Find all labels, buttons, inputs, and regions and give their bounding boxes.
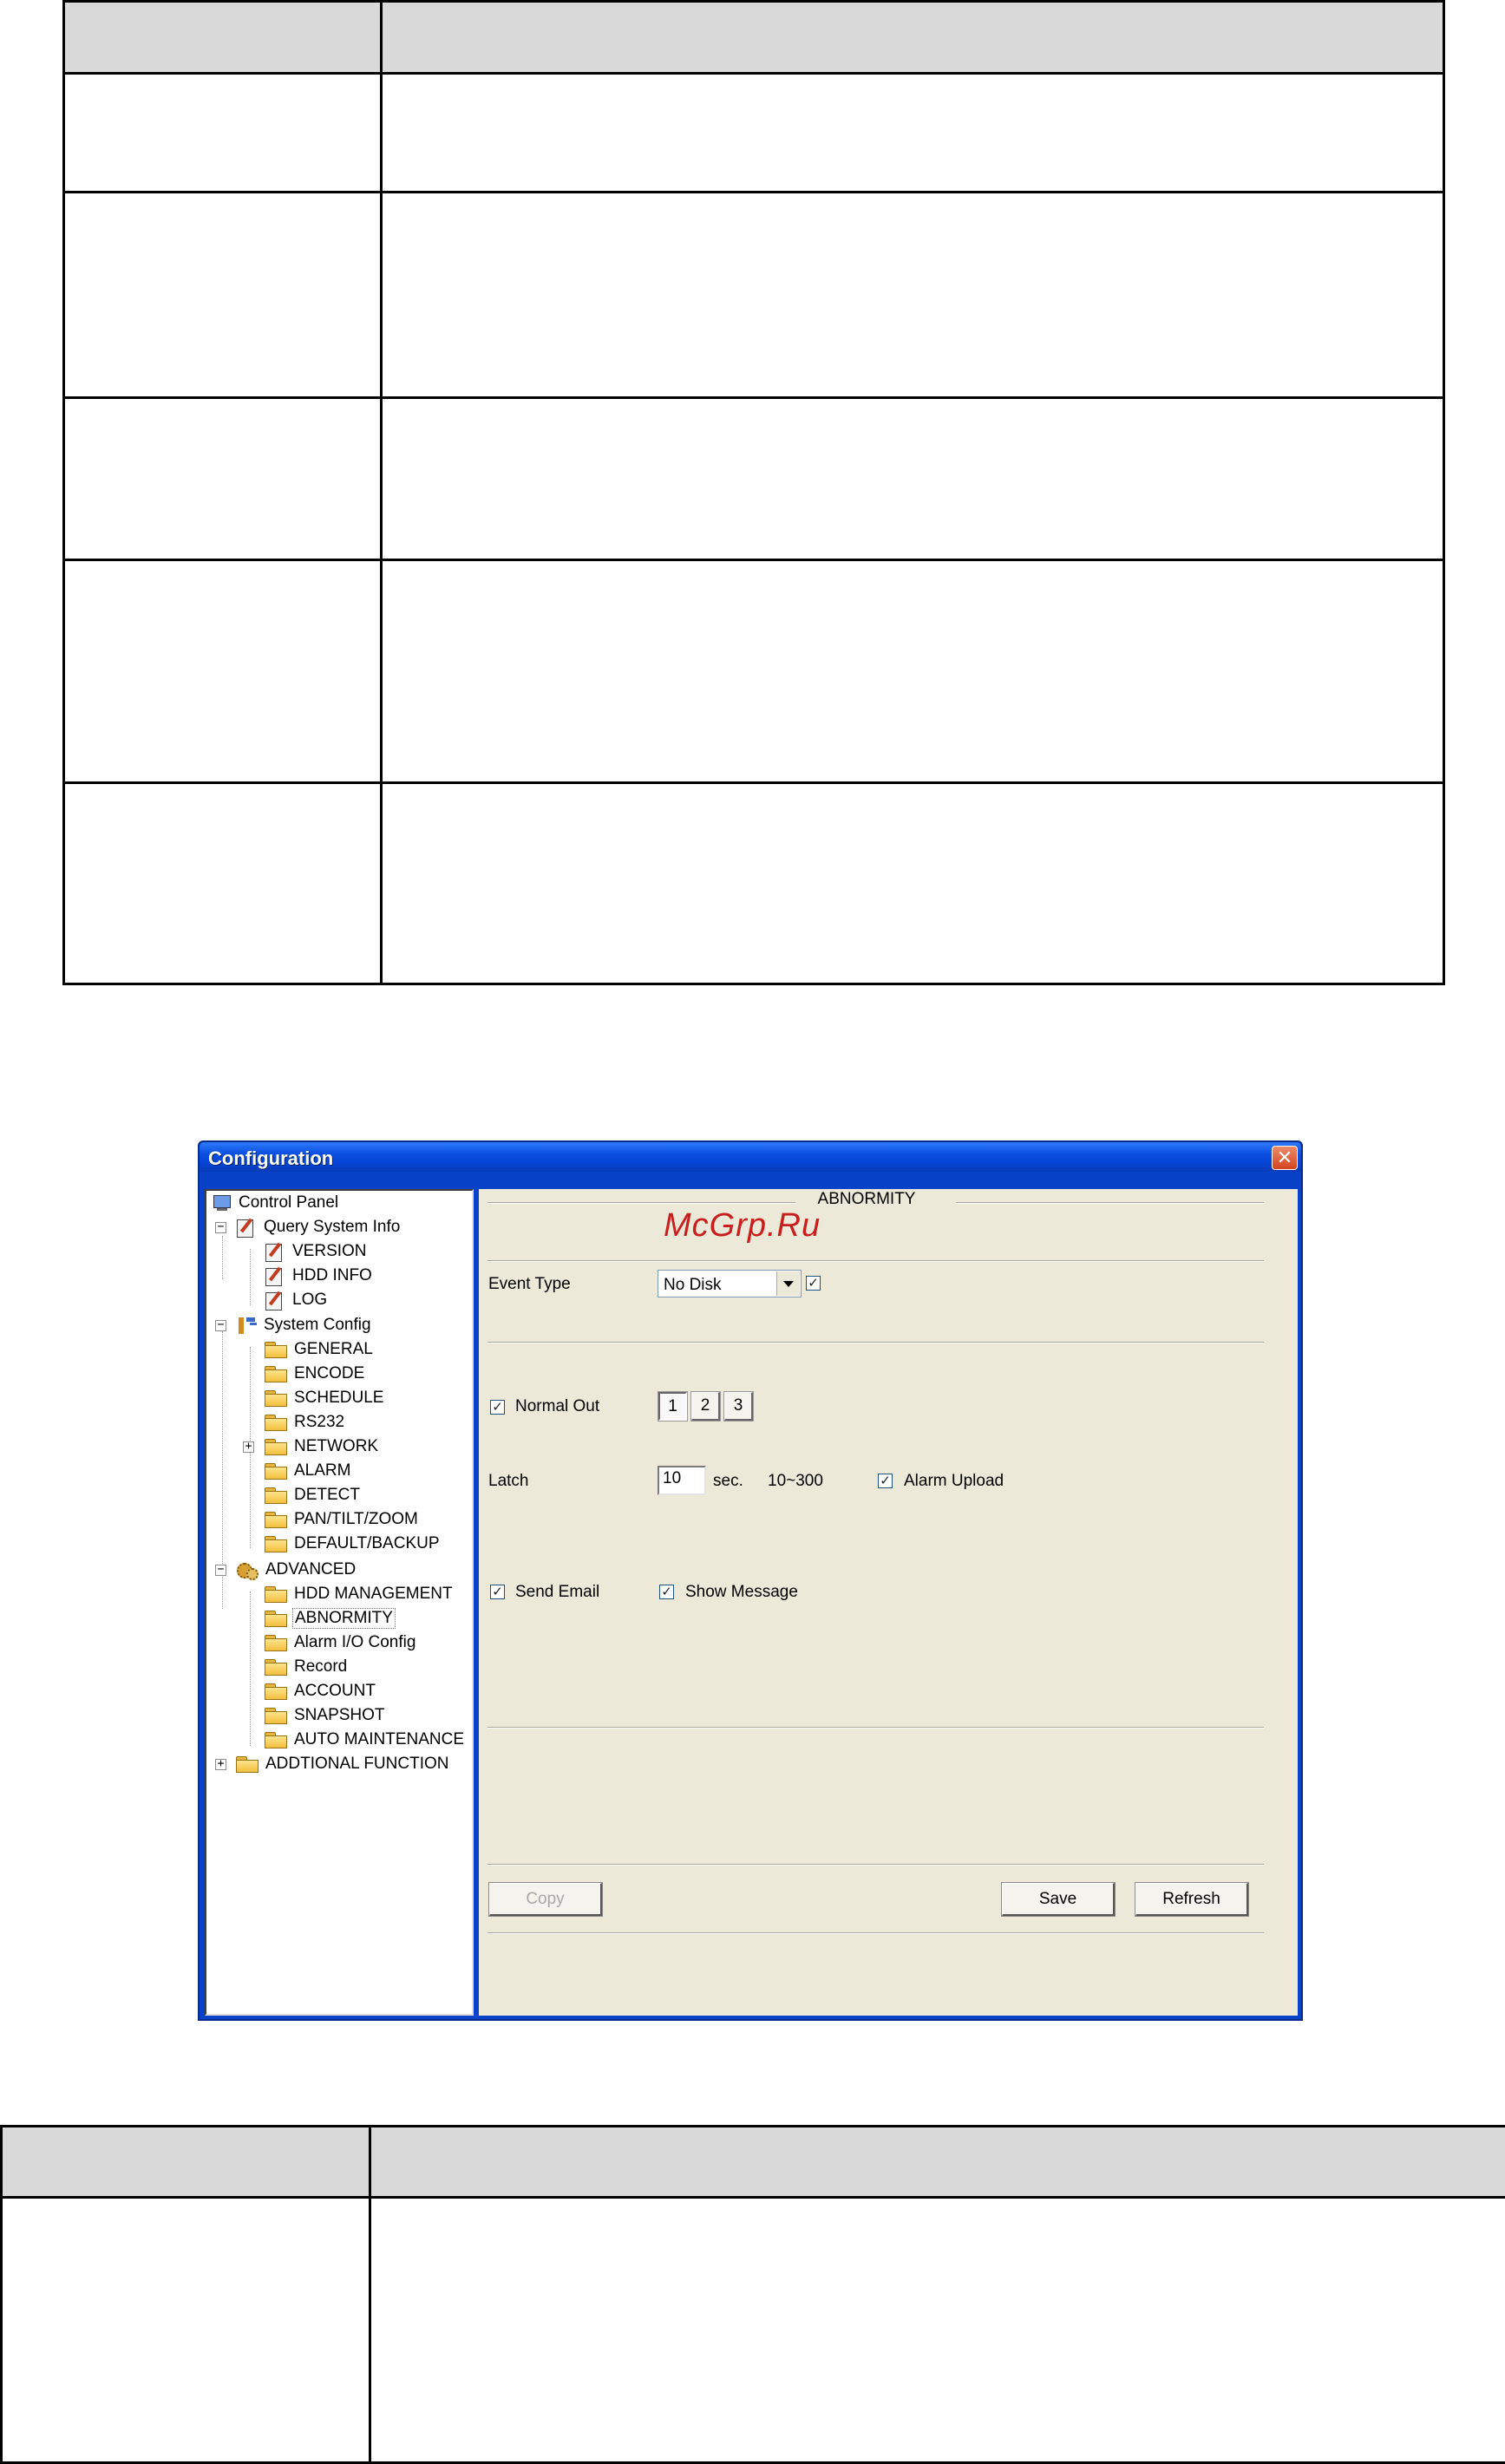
document-edit-icon [265,1291,285,1310]
table-cell [370,2127,1505,2198]
table-cell [370,2198,1505,2463]
tree-item-schedule[interactable]: SCHEDULE [265,1387,385,1409]
folder-icon [265,1512,287,1527]
separator [487,1932,1264,1934]
monitor-icon [213,1194,232,1212]
latch-unit: sec. [713,1472,743,1490]
folder-icon [265,1659,287,1675]
folder-icon [265,1439,287,1454]
tree-item-abnormity[interactable]: ABNORMITY [265,1607,396,1630]
tree-item-control-panel[interactable]: Control Panel [213,1192,340,1214]
send-email-checkbox[interactable]: ✓ [490,1585,505,1599]
separator [487,1260,1264,1262]
send-email-label: Send Email [515,1583,600,1601]
event-type-select[interactable]: No Disk [658,1270,802,1297]
tree-item-query-system-info[interactable]: Query System Info [236,1216,402,1239]
table-row [64,783,1444,984]
document-edit-icon [265,1266,285,1285]
tools-icon [236,1316,257,1335]
folder-icon [265,1708,287,1723]
table-cell [64,398,382,560]
collapse-toggle-system[interactable]: − [215,1320,226,1331]
close-icon: ✕ [1276,1147,1293,1168]
tree-item-pan-tilt-zoom[interactable]: PAN/TILT/ZOOM [265,1508,420,1531]
tree-item-advanced[interactable]: ADVANCED [236,1559,357,1581]
folder-icon [265,1487,287,1503]
document-table-bottom [0,2125,1505,2464]
table-cell [64,560,382,783]
table-cell [2,2127,370,2198]
separator [956,1202,1264,1204]
folder-icon [265,1342,287,1357]
folder-icon [265,1463,287,1479]
save-button[interactable]: Save [1002,1883,1115,1916]
expand-toggle-additional[interactable]: + [215,1759,226,1770]
close-button[interactable] [1272,1146,1298,1170]
document-edit-icon [236,1218,257,1237]
folder-icon [236,1756,258,1772]
output-1-button[interactable]: 1 [658,1392,687,1421]
output-3-button[interactable]: 3 [724,1392,753,1421]
table-row [64,398,1444,560]
section-title: ABNORMITY [798,1190,935,1209]
separator [487,1864,1264,1866]
table-cell [382,74,1444,193]
tree-line [222,1236,223,1279]
tree-item-hdd-info[interactable]: HDD INFO [265,1265,374,1287]
tree-item-snapshot[interactable]: SNAPSHOT [265,1704,387,1727]
tree-item-hdd-management[interactable]: HDD MANAGEMENT [265,1583,455,1605]
table-cell [382,783,1444,984]
normal-out-label: Normal Out [515,1397,600,1415]
table-cell [64,193,382,398]
latch-range: 10~300 [768,1472,823,1490]
tree-item-additional-function[interactable]: ADDTIONAL FUNCTION [236,1753,450,1775]
alarm-upload-checkbox[interactable]: ✓ [878,1474,893,1488]
folder-icon [265,1635,287,1650]
table-row [64,74,1444,193]
tree-item-system-config[interactable]: System Config [236,1314,373,1337]
separator [487,1727,1264,1729]
tree-item-version[interactable]: VERSION [265,1240,369,1263]
tree-item-general[interactable]: GENERAL [265,1338,375,1361]
tree-item-log[interactable]: LOG [265,1289,329,1311]
tree-item-auto-maintenance[interactable]: AUTO MAINTENANCE [265,1729,466,1751]
tree-item-alarm-io-config[interactable]: Alarm I/O Config [265,1631,417,1654]
folder-icon [265,1390,287,1406]
refresh-button[interactable]: Refresh [1135,1883,1248,1916]
document-table-top [62,0,1445,985]
separator [487,1342,1264,1343]
table-cell [382,398,1444,560]
folder-icon [265,1415,287,1430]
copy-button[interactable]: Copy [489,1883,602,1916]
table-row [2,2198,1505,2463]
folder-icon [265,1366,287,1382]
chevron-down-icon[interactable] [776,1271,800,1296]
latch-label: Latch [488,1472,529,1490]
table-header-row [64,2,1444,74]
normal-out-checkbox[interactable]: ✓ [490,1400,505,1415]
table-cell [64,74,382,193]
watermark-text: McGrp.Ru [664,1207,821,1244]
table-cell [382,560,1444,783]
folder-icon [265,1536,287,1552]
tree-line [250,1591,251,1746]
tree-item-detect[interactable]: DETECT [265,1484,362,1507]
tree-item-rs232[interactable]: RS232 [265,1411,346,1434]
table-cell [382,193,1444,398]
collapse-toggle-query[interactable]: − [215,1222,226,1233]
title-bar[interactable] [200,1142,1301,1172]
event-type-label: Event Type [488,1275,571,1293]
event-enable-checkbox[interactable]: ✓ [806,1276,821,1291]
table-cell [382,2,1444,74]
window-title: Configuration [208,1147,334,1169]
tree-item-encode[interactable]: ENCODE [265,1363,366,1385]
tree-item-network[interactable]: NETWORK [265,1435,380,1458]
show-message-label: Show Message [685,1583,798,1601]
expand-toggle-network[interactable]: + [243,1441,254,1453]
tree-item-alarm[interactable]: ALARM [265,1460,352,1482]
tree-item-record[interactable]: Record [265,1656,349,1678]
tree-line [250,1249,251,1305]
tree-item-default-backup[interactable]: DEFAULT/BACKUP [265,1533,442,1555]
table-cell [64,783,382,984]
separator [487,1202,795,1204]
show-message-checkbox[interactable]: ✓ [659,1585,674,1599]
folder-icon [265,1586,287,1602]
document-edit-icon [265,1242,285,1261]
collapse-toggle-advanced[interactable]: − [215,1565,226,1576]
folder-icon [265,1611,287,1626]
folder-icon [265,1683,287,1699]
table-row [64,193,1444,398]
folder-icon [265,1732,287,1748]
table-cell [2,2198,370,2463]
tree-item-account[interactable]: ACCOUNT [265,1680,377,1703]
table-row [64,560,1444,783]
alarm-upload-label: Alarm Upload [904,1472,1004,1490]
latch-input[interactable]: 10 [658,1466,706,1495]
output-2-button[interactable]: 2 [691,1392,720,1421]
gears-icon [236,1559,258,1580]
table-cell [64,2,382,74]
table-header-row [2,2127,1505,2198]
